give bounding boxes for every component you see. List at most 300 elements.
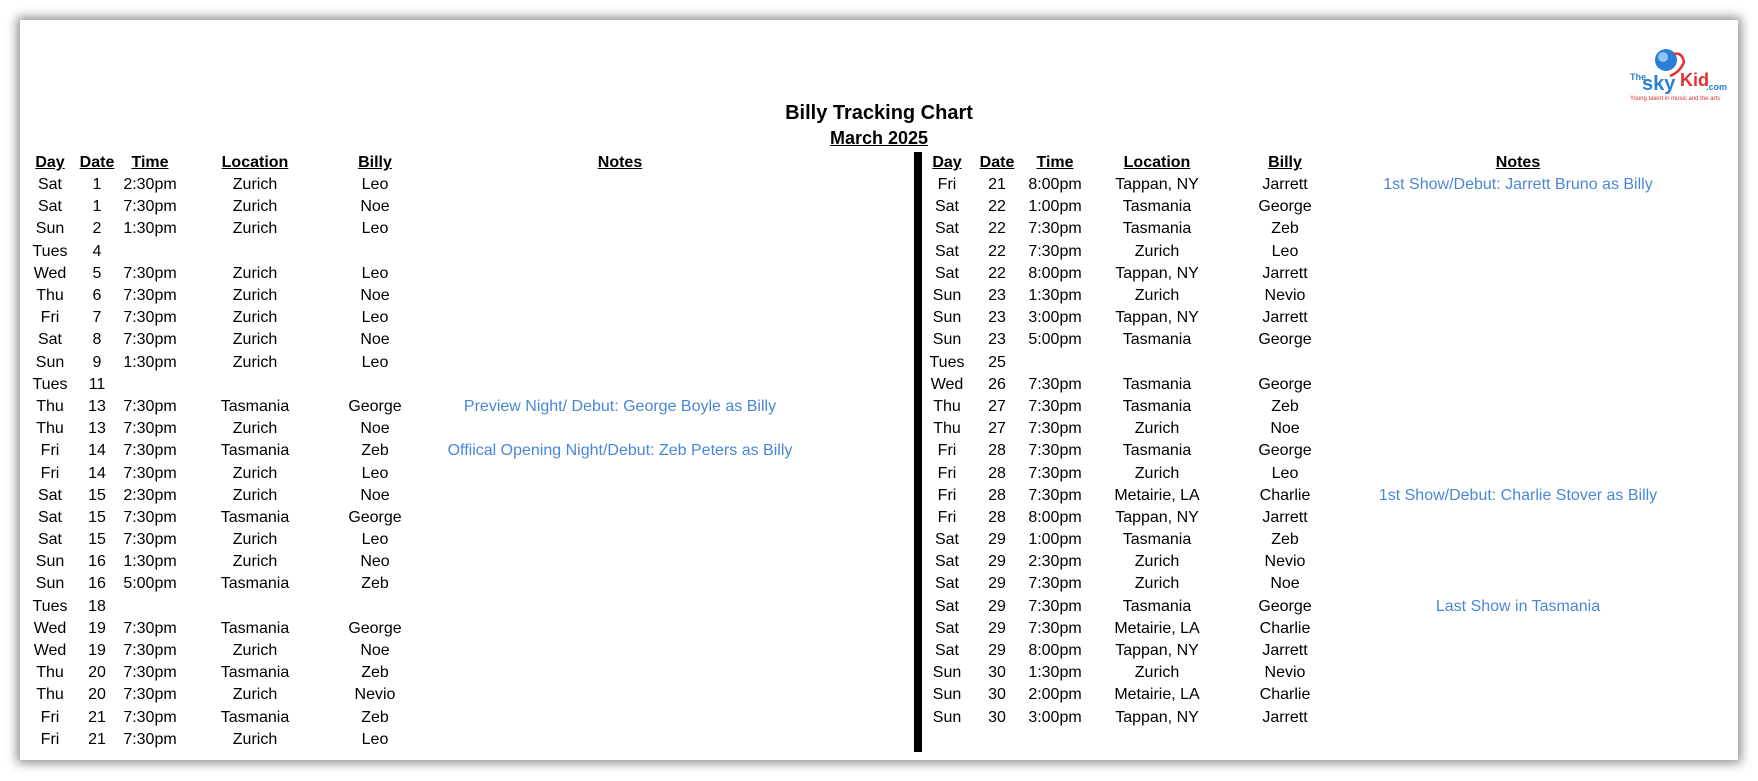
cell-billy: Leo bbox=[361, 531, 389, 549]
cell-location: Zurich bbox=[1134, 420, 1180, 438]
cell-billy: Leo bbox=[361, 464, 389, 482]
page-title: Billy Tracking Chart bbox=[785, 102, 973, 124]
cell-day: Fri bbox=[40, 309, 60, 327]
cell-billy bbox=[332, 596, 418, 618]
column-header-date: Date bbox=[979, 154, 1015, 171]
table-row bbox=[28, 507, 822, 529]
cell-day: Tues bbox=[32, 597, 68, 615]
table-row bbox=[926, 596, 1696, 618]
cell-notes bbox=[1340, 462, 1696, 484]
cell-date: 22 bbox=[988, 264, 1006, 282]
cell-day: Fri bbox=[40, 464, 60, 482]
cell-day: Sun bbox=[932, 664, 962, 682]
cell-time: 3:00pm bbox=[1028, 309, 1082, 327]
cell-notes bbox=[1340, 307, 1696, 329]
cell-location: Zurich bbox=[232, 176, 278, 194]
cell-billy: George bbox=[348, 619, 402, 637]
cell-day: Sat bbox=[934, 242, 959, 260]
cell-notes bbox=[418, 485, 822, 507]
cell-notes bbox=[418, 618, 822, 640]
cell-notes bbox=[1340, 218, 1696, 240]
table-header-row bbox=[28, 152, 822, 174]
cell-notes bbox=[418, 662, 822, 684]
cell-location: Tasmania bbox=[1122, 375, 1192, 393]
cell-day: Fri bbox=[40, 442, 60, 460]
table-row bbox=[28, 396, 822, 418]
cell-location: Zurich bbox=[232, 287, 278, 305]
cell-billy: George bbox=[348, 397, 402, 415]
cell-time: 7:30pm bbox=[1028, 619, 1082, 637]
cell-date: 21 bbox=[88, 708, 106, 726]
cell-time: 7:30pm bbox=[123, 531, 177, 549]
column-header-time: Time bbox=[131, 154, 169, 171]
table-row bbox=[926, 573, 1696, 595]
svg-text:The: The bbox=[1630, 72, 1647, 82]
cell-location: Zurich bbox=[232, 686, 278, 704]
cell-billy: Neo bbox=[360, 553, 390, 571]
cell-date: 30 bbox=[988, 686, 1006, 704]
cell-date: 5 bbox=[92, 264, 102, 282]
cell-billy: Noe bbox=[1270, 420, 1300, 438]
cell-location: Metairie, LA bbox=[1114, 686, 1200, 704]
cell-date: 22 bbox=[988, 220, 1006, 238]
cell-day: Thu bbox=[933, 420, 961, 438]
cell-location: Tasmania bbox=[220, 619, 290, 637]
cell-date: 14 bbox=[88, 442, 106, 460]
cell-date: 21 bbox=[988, 176, 1006, 194]
cell-location: Tappan, NY bbox=[1115, 642, 1199, 660]
cell-date: 23 bbox=[988, 309, 1006, 327]
cell-date: 1 bbox=[92, 198, 102, 216]
cell-day: Thu bbox=[36, 287, 64, 305]
cell-date: 8 bbox=[92, 331, 102, 349]
cell-time bbox=[122, 596, 178, 618]
cell-date: 18 bbox=[88, 597, 106, 615]
cell-billy: Leo bbox=[361, 176, 389, 194]
cell-location: Tasmania bbox=[1122, 397, 1192, 415]
schedule-table-right bbox=[926, 152, 1696, 729]
cell-time: 7:30pm bbox=[1028, 597, 1082, 615]
cell-time: 2:30pm bbox=[123, 486, 177, 504]
cell-billy: Jarrett bbox=[1262, 708, 1308, 726]
table-row bbox=[926, 618, 1696, 640]
cell-billy: Jarrett bbox=[1262, 642, 1308, 660]
cell-location: Tasmania bbox=[1122, 531, 1192, 549]
cell-day: Fri bbox=[937, 508, 957, 526]
table-row bbox=[926, 485, 1696, 507]
cell-billy: Zeb bbox=[1271, 397, 1299, 415]
table-row bbox=[28, 618, 822, 640]
cell-billy: Leo bbox=[361, 220, 389, 238]
cell-date: 20 bbox=[88, 664, 106, 682]
cell-location: Zurich bbox=[232, 642, 278, 660]
column-divider bbox=[914, 152, 922, 752]
cell-billy: Charlie bbox=[1259, 619, 1311, 637]
cell-billy: Noe bbox=[360, 198, 390, 216]
cell-notes bbox=[418, 573, 822, 595]
cell-date: 11 bbox=[88, 375, 106, 393]
table-row bbox=[926, 707, 1696, 729]
table-row bbox=[28, 551, 822, 573]
table-row bbox=[926, 307, 1696, 329]
cell-notes bbox=[418, 684, 822, 706]
table-row bbox=[926, 684, 1696, 706]
cell-notes: Last Show in Tasmania bbox=[1435, 597, 1601, 615]
table-row bbox=[926, 329, 1696, 351]
cell-location: Zurich bbox=[232, 486, 278, 504]
cell-date: 22 bbox=[988, 198, 1006, 216]
column-header-billy: Billy bbox=[1268, 154, 1302, 171]
cell-location: Tappan, NY bbox=[1115, 176, 1199, 194]
cell-day: Thu bbox=[933, 397, 961, 415]
cell-date: 29 bbox=[988, 531, 1006, 549]
cell-day: Fri bbox=[937, 442, 957, 460]
cell-day: Fri bbox=[937, 464, 957, 482]
cell-notes bbox=[1340, 440, 1696, 462]
cell-date: 6 bbox=[92, 287, 102, 305]
table-row bbox=[28, 485, 822, 507]
cell-location bbox=[1084, 352, 1230, 374]
table-row bbox=[926, 418, 1696, 440]
cell-date: 23 bbox=[988, 331, 1006, 349]
table-row bbox=[926, 640, 1696, 662]
cell-day: Wed bbox=[930, 375, 964, 393]
cell-notes bbox=[418, 551, 822, 573]
cell-location: Metairie, LA bbox=[1114, 619, 1200, 637]
cell-date: 14 bbox=[88, 464, 106, 482]
cell-location: Tasmania bbox=[220, 575, 290, 593]
cell-location: Zurich bbox=[1134, 664, 1180, 682]
cell-billy: Leo bbox=[361, 264, 389, 282]
cell-time: 7:30pm bbox=[1028, 397, 1082, 415]
cell-location: Zurich bbox=[232, 198, 278, 216]
table-row bbox=[926, 462, 1696, 484]
table-row bbox=[926, 529, 1696, 551]
cell-time bbox=[122, 241, 178, 263]
cell-notes bbox=[1340, 285, 1696, 307]
cell-billy: Zeb bbox=[1271, 220, 1299, 238]
cell-day: Sun bbox=[35, 353, 65, 371]
cell-time: 5:00pm bbox=[1028, 331, 1082, 349]
cell-date: 29 bbox=[988, 642, 1006, 660]
cell-time: 7:30pm bbox=[123, 508, 177, 526]
table-row bbox=[28, 462, 822, 484]
cell-notes bbox=[1340, 551, 1696, 573]
cell-day: Sat bbox=[37, 176, 62, 194]
cell-time: 7:30pm bbox=[1028, 442, 1082, 460]
column-header-location: Location bbox=[221, 154, 289, 171]
cell-location: Tasmania bbox=[1122, 442, 1192, 460]
logo-tagline: Young talent in music and the arts bbox=[1630, 96, 1721, 102]
cell-billy bbox=[332, 241, 418, 263]
cell-location: Zurich bbox=[1134, 553, 1180, 571]
cell-time: 1:30pm bbox=[123, 353, 177, 371]
column-header-day: Day bbox=[35, 154, 65, 171]
cell-time: 7:30pm bbox=[1028, 220, 1082, 238]
cell-notes bbox=[1340, 352, 1696, 374]
cell-billy: Charlie bbox=[1259, 486, 1311, 504]
cell-day: Fri bbox=[40, 730, 60, 748]
cell-notes bbox=[418, 196, 822, 218]
cell-date: 29 bbox=[988, 575, 1006, 593]
cell-location: Tasmania bbox=[220, 664, 290, 682]
cell-day: Sat bbox=[934, 198, 959, 216]
cell-billy: Zeb bbox=[361, 575, 389, 593]
cell-time: 7:30pm bbox=[123, 420, 177, 438]
cell-location: Tasmania bbox=[220, 708, 290, 726]
cell-day: Wed bbox=[33, 264, 67, 282]
cell-day: Sun bbox=[932, 309, 962, 327]
table-row bbox=[926, 352, 1696, 374]
svg-text:sky: sky bbox=[1642, 73, 1676, 95]
cell-date: 21 bbox=[88, 730, 106, 748]
cell-billy: Zeb bbox=[1271, 531, 1299, 549]
cell-billy: Leo bbox=[1271, 464, 1299, 482]
table-row bbox=[926, 263, 1696, 285]
column-header-notes: Notes bbox=[1495, 154, 1541, 171]
cell-time: 7:30pm bbox=[123, 730, 177, 748]
cell-notes bbox=[418, 218, 822, 240]
table-row bbox=[926, 218, 1696, 240]
svg-text:.com: .com bbox=[1706, 82, 1728, 92]
cell-date: 29 bbox=[988, 553, 1006, 571]
cell-day: Fri bbox=[937, 486, 957, 504]
table-row bbox=[28, 418, 822, 440]
cell-time: 8:00pm bbox=[1028, 264, 1082, 282]
cell-day: Sun bbox=[932, 686, 962, 704]
cell-date: 15 bbox=[88, 531, 106, 549]
column-header-billy: Billy bbox=[358, 154, 392, 171]
cell-billy: Zeb bbox=[361, 708, 389, 726]
table-row bbox=[28, 352, 822, 374]
cell-location: Zurich bbox=[232, 420, 278, 438]
cell-notes bbox=[1340, 573, 1696, 595]
page-subtitle: March 2025 bbox=[829, 128, 929, 148]
cell-day: Sun bbox=[35, 575, 65, 593]
cell-location: Zurich bbox=[232, 264, 278, 282]
cell-day: Sat bbox=[37, 508, 62, 526]
cell-billy: George bbox=[1258, 331, 1312, 349]
cell-time: 7:30pm bbox=[123, 464, 177, 482]
cell-time: 3:00pm bbox=[1028, 708, 1082, 726]
cell-location: Tasmania bbox=[220, 397, 290, 415]
cell-notes bbox=[1340, 263, 1696, 285]
column-header-location: Location bbox=[1123, 154, 1191, 171]
cell-location: Tasmania bbox=[220, 508, 290, 526]
cell-day: Sat bbox=[37, 198, 62, 216]
column-header-day: Day bbox=[932, 154, 962, 171]
cell-billy: Nevio bbox=[1264, 553, 1306, 571]
table-row bbox=[28, 596, 822, 618]
cell-location: Zurich bbox=[232, 309, 278, 327]
cell-day: Sat bbox=[37, 531, 62, 549]
cell-location: Zurich bbox=[1134, 575, 1180, 593]
table-row bbox=[28, 707, 822, 729]
cell-billy: George bbox=[1258, 442, 1312, 460]
cell-time: 5:00pm bbox=[123, 575, 177, 593]
table-row bbox=[926, 662, 1696, 684]
cell-location bbox=[178, 374, 332, 396]
cell-day: Sun bbox=[932, 287, 962, 305]
table-row bbox=[926, 396, 1696, 418]
cell-day: Wed bbox=[33, 642, 67, 660]
cell-notes bbox=[418, 640, 822, 662]
cell-time: 7:30pm bbox=[1028, 575, 1082, 593]
cell-billy: Nevio bbox=[1264, 664, 1306, 682]
cell-time: 7:30pm bbox=[1028, 242, 1082, 260]
cell-time: 2:00pm bbox=[1028, 686, 1082, 704]
cell-day: Sat bbox=[934, 553, 959, 571]
cell-location: Tappan, NY bbox=[1115, 708, 1199, 726]
table-row bbox=[28, 263, 822, 285]
cell-day: Sat bbox=[934, 597, 959, 615]
cell-date: 15 bbox=[88, 508, 106, 526]
cell-billy: Charlie bbox=[1259, 686, 1311, 704]
cell-billy: Jarrett bbox=[1262, 264, 1308, 282]
cell-location: Zurich bbox=[232, 730, 278, 748]
cell-day: Sat bbox=[934, 575, 959, 593]
cell-day: Tues bbox=[32, 375, 68, 393]
cell-day: Sat bbox=[37, 486, 62, 504]
cell-date: 29 bbox=[988, 597, 1006, 615]
cell-time: 7:30pm bbox=[123, 264, 177, 282]
cell-time: 7:30pm bbox=[1028, 486, 1082, 504]
cell-time: 7:30pm bbox=[123, 331, 177, 349]
cell-billy: Leo bbox=[361, 353, 389, 371]
cell-location bbox=[178, 596, 332, 618]
table-row bbox=[926, 440, 1696, 462]
cell-billy: Nevio bbox=[1264, 287, 1306, 305]
cell-billy: George bbox=[348, 508, 402, 526]
column-header-time: Time bbox=[1036, 154, 1074, 171]
cell-day: Sat bbox=[934, 531, 959, 549]
cell-notes bbox=[418, 418, 822, 440]
cell-day: Tues bbox=[32, 242, 68, 260]
cell-notes bbox=[1340, 196, 1696, 218]
cell-day: Sat bbox=[934, 619, 959, 637]
table-row bbox=[28, 440, 822, 462]
cell-day: Fri bbox=[937, 176, 957, 194]
table-row bbox=[28, 573, 822, 595]
cell-date: 28 bbox=[988, 486, 1006, 504]
cell-notes bbox=[418, 374, 822, 396]
cell-billy: Leo bbox=[1271, 242, 1299, 260]
cell-date: 25 bbox=[988, 353, 1006, 371]
cell-day: Sun bbox=[932, 708, 962, 726]
cell-billy: Leo bbox=[361, 309, 389, 327]
cell-billy: George bbox=[1258, 198, 1312, 216]
cell-notes bbox=[418, 241, 822, 263]
cell-billy: Noe bbox=[1270, 575, 1300, 593]
cell-notes bbox=[418, 462, 822, 484]
cell-billy: Noe bbox=[360, 642, 390, 660]
cell-time: 1:30pm bbox=[123, 220, 177, 238]
cell-date: 28 bbox=[988, 508, 1006, 526]
cell-date: 29 bbox=[988, 619, 1006, 637]
cell-time: 8:00pm bbox=[1028, 642, 1082, 660]
cell-time: 7:30pm bbox=[123, 619, 177, 637]
cell-day: Tues bbox=[929, 353, 965, 371]
cell-notes: 1st Show/Debut: Charlie Stover as Billy bbox=[1378, 486, 1658, 504]
table-row bbox=[28, 329, 822, 351]
cell-location: Tappan, NY bbox=[1115, 264, 1199, 282]
cell-location: Tasmania bbox=[1122, 220, 1192, 238]
cell-date: 19 bbox=[88, 642, 106, 660]
cell-location: Metairie, LA bbox=[1114, 486, 1200, 504]
table-row bbox=[28, 529, 822, 551]
cell-time bbox=[122, 374, 178, 396]
cell-billy: George bbox=[1258, 375, 1312, 393]
table-row bbox=[28, 640, 822, 662]
cell-location: Tasmania bbox=[1122, 597, 1192, 615]
cell-time: 7:30pm bbox=[1028, 375, 1082, 393]
cell-day: Wed bbox=[33, 619, 67, 637]
cell-notes: Offiical Opening Night/Debut: Zeb Peters as Billy bbox=[447, 442, 793, 460]
cell-time: 8:00pm bbox=[1028, 176, 1082, 194]
cell-location bbox=[178, 241, 332, 263]
cell-notes: Preview Night/ Debut: George Boyle as Billy bbox=[463, 397, 777, 415]
cell-notes bbox=[1340, 241, 1696, 263]
cell-location: Zurich bbox=[232, 220, 278, 238]
table-row bbox=[926, 241, 1696, 263]
table-row bbox=[28, 196, 822, 218]
cell-date: 19 bbox=[88, 619, 106, 637]
cell-time: 1:30pm bbox=[1028, 664, 1082, 682]
cell-day: Sat bbox=[934, 264, 959, 282]
table-row bbox=[28, 285, 822, 307]
cell-location: Zurich bbox=[1134, 287, 1180, 305]
table-row bbox=[926, 196, 1696, 218]
table-row bbox=[28, 684, 822, 706]
cell-notes bbox=[418, 507, 822, 529]
cell-date: 27 bbox=[988, 397, 1006, 415]
cell-time: 7:30pm bbox=[123, 287, 177, 305]
cell-date: 16 bbox=[88, 575, 106, 593]
cell-notes bbox=[1340, 374, 1696, 396]
cell-day: Sat bbox=[934, 220, 959, 238]
cell-time: 7:30pm bbox=[1028, 420, 1082, 438]
table-row bbox=[926, 507, 1696, 529]
cell-day: Thu bbox=[36, 397, 64, 415]
table-row bbox=[926, 285, 1696, 307]
cell-notes bbox=[418, 285, 822, 307]
table-row bbox=[926, 174, 1696, 196]
cell-billy: Jarrett bbox=[1262, 176, 1308, 194]
cell-notes bbox=[1340, 684, 1696, 706]
column-header-notes: Notes bbox=[597, 154, 643, 171]
cell-notes bbox=[418, 329, 822, 351]
cell-billy bbox=[332, 374, 418, 396]
cell-notes bbox=[418, 707, 822, 729]
cell-date: 23 bbox=[988, 287, 1006, 305]
cell-notes bbox=[1340, 662, 1696, 684]
cell-time: 7:30pm bbox=[123, 664, 177, 682]
cell-date: 13 bbox=[88, 420, 106, 438]
cell-notes bbox=[1340, 618, 1696, 640]
cell-time: 7:30pm bbox=[123, 686, 177, 704]
cell-date: 7 bbox=[92, 309, 102, 327]
cell-location: Tappan, NY bbox=[1115, 508, 1199, 526]
cell-date: 4 bbox=[92, 242, 102, 260]
cell-date: 30 bbox=[988, 708, 1006, 726]
cell-day: Fri bbox=[40, 708, 60, 726]
cell-location: Zurich bbox=[1134, 464, 1180, 482]
cell-notes bbox=[1340, 418, 1696, 440]
cell-billy: Nevio bbox=[354, 686, 396, 704]
cell-location: Zurich bbox=[232, 331, 278, 349]
cell-date: 16 bbox=[88, 553, 106, 571]
cell-notes bbox=[418, 174, 822, 196]
